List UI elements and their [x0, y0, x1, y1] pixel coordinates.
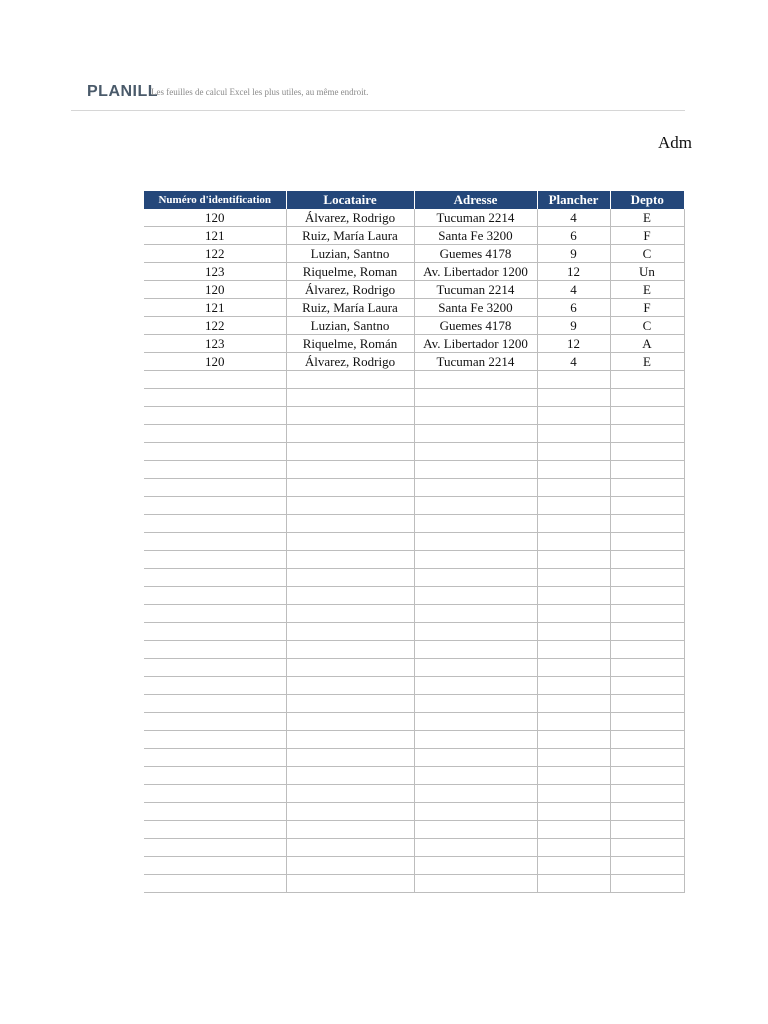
- empty-cell[interactable]: [144, 713, 286, 731]
- empty-cell[interactable]: [286, 371, 414, 389]
- empty-cell[interactable]: [144, 371, 286, 389]
- empty-cell[interactable]: [414, 677, 537, 695]
- empty-cell[interactable]: [144, 605, 286, 623]
- cell-tenant[interactable]: Riquelme, Roman: [286, 263, 414, 281]
- empty-cell[interactable]: [286, 443, 414, 461]
- empty-cell[interactable]: [610, 875, 684, 893]
- empty-cell[interactable]: [144, 479, 286, 497]
- empty-cell[interactable]: [610, 803, 684, 821]
- empty-cell[interactable]: [144, 767, 286, 785]
- empty-table-row: [144, 389, 684, 407]
- empty-cell[interactable]: [537, 497, 610, 515]
- empty-cell[interactable]: [144, 695, 286, 713]
- cell-unit[interactable]: F: [610, 227, 684, 245]
- empty-cell[interactable]: [610, 749, 684, 767]
- empty-table-row: [144, 713, 684, 731]
- empty-cell[interactable]: [610, 461, 684, 479]
- empty-table-row: [144, 461, 684, 479]
- empty-cell[interactable]: [537, 641, 610, 659]
- empty-cell[interactable]: [414, 587, 537, 605]
- empty-cell[interactable]: [610, 731, 684, 749]
- empty-cell[interactable]: [610, 785, 684, 803]
- empty-cell[interactable]: [537, 515, 610, 533]
- empty-cell[interactable]: [414, 767, 537, 785]
- empty-table-row: [144, 533, 684, 551]
- empty-cell[interactable]: [414, 713, 537, 731]
- empty-cell[interactable]: [144, 875, 286, 893]
- cell-unit[interactable]: Un: [610, 263, 684, 281]
- empty-table-row: [144, 569, 684, 587]
- empty-cell[interactable]: [610, 425, 684, 443]
- cell-tenant[interactable]: Luzian, Santno: [286, 245, 414, 263]
- cell-unit[interactable]: C: [610, 245, 684, 263]
- table-body: [144, 209, 684, 893]
- empty-cell[interactable]: [537, 875, 610, 893]
- empty-cell[interactable]: [286, 659, 414, 677]
- empty-cell[interactable]: [414, 785, 537, 803]
- cell-tenant[interactable]: Álvarez, Rodrigo: [286, 281, 414, 299]
- cell-address[interactable]: Av. Libertador 1200: [414, 263, 537, 281]
- empty-cell[interactable]: [286, 407, 414, 425]
- empty-cell[interactable]: [537, 371, 610, 389]
- empty-cell[interactable]: [537, 623, 610, 641]
- empty-cell[interactable]: [144, 461, 286, 479]
- empty-table-row: [144, 407, 684, 425]
- table-row: [144, 263, 684, 281]
- empty-cell[interactable]: [537, 587, 610, 605]
- cell-id[interactable]: 121: [144, 227, 286, 245]
- table-row: [144, 209, 684, 227]
- empty-cell[interactable]: [286, 731, 414, 749]
- cell-tenant[interactable]: Álvarez, Rodrigo: [286, 209, 414, 227]
- empty-cell[interactable]: [537, 839, 610, 857]
- cell-floor[interactable]: 4: [537, 281, 610, 299]
- empty-cell[interactable]: [144, 497, 286, 515]
- empty-cell[interactable]: [414, 569, 537, 587]
- empty-cell[interactable]: [144, 515, 286, 533]
- empty-cell[interactable]: [610, 605, 684, 623]
- empty-cell[interactable]: [286, 551, 414, 569]
- cell-unit[interactable]: C: [610, 317, 684, 335]
- empty-cell[interactable]: [610, 695, 684, 713]
- empty-cell[interactable]: [144, 407, 286, 425]
- cell-address[interactable]: Guemes 4178: [414, 317, 537, 335]
- brand-tagline: Les feuilles de calcul Excel les plus utiles, au même endroit.: [151, 87, 369, 97]
- tenant-table: [144, 191, 685, 893]
- empty-cell[interactable]: [286, 533, 414, 551]
- empty-cell[interactable]: [144, 803, 286, 821]
- empty-cell[interactable]: [286, 803, 414, 821]
- empty-cell[interactable]: [537, 461, 610, 479]
- empty-cell[interactable]: [144, 839, 286, 857]
- empty-cell[interactable]: [144, 425, 286, 443]
- empty-cell[interactable]: [537, 425, 610, 443]
- column-header-unit[interactable]: Depto: [610, 191, 684, 209]
- empty-cell[interactable]: [144, 443, 286, 461]
- empty-cell[interactable]: [610, 641, 684, 659]
- empty-table-row: [144, 839, 684, 857]
- empty-cell[interactable]: [537, 389, 610, 407]
- table-row: [144, 299, 684, 317]
- empty-cell[interactable]: [610, 839, 684, 857]
- cell-floor[interactable]: 6: [537, 227, 610, 245]
- column-header-id[interactable]: Numéro d'identification: [144, 191, 286, 209]
- cell-address[interactable]: Santa Fe 3200: [414, 299, 537, 317]
- cell-id[interactable]: 123: [144, 335, 286, 353]
- column-header-address[interactable]: Adresse: [414, 191, 537, 209]
- table-row: [144, 335, 684, 353]
- empty-cell[interactable]: [286, 857, 414, 875]
- empty-table-row: [144, 623, 684, 641]
- empty-table-row: [144, 731, 684, 749]
- cell-tenant[interactable]: Ruiz, María Laura: [286, 299, 414, 317]
- empty-cell[interactable]: [286, 587, 414, 605]
- empty-cell[interactable]: [414, 623, 537, 641]
- cell-unit[interactable]: F: [610, 299, 684, 317]
- empty-table-row: [144, 479, 684, 497]
- empty-table-row: [144, 587, 684, 605]
- empty-cell[interactable]: [610, 821, 684, 839]
- empty-cell[interactable]: [414, 641, 537, 659]
- empty-cell[interactable]: [610, 479, 684, 497]
- empty-table-row: [144, 425, 684, 443]
- empty-cell[interactable]: [414, 407, 537, 425]
- empty-cell[interactable]: [537, 821, 610, 839]
- empty-cell[interactable]: [537, 857, 610, 875]
- cell-address[interactable]: Guemes 4178: [414, 245, 537, 263]
- table-row: [144, 353, 684, 371]
- brand-header: [71, 80, 685, 111]
- empty-cell[interactable]: [414, 875, 537, 893]
- cell-tenant[interactable]: Ruiz, María Laura: [286, 227, 414, 245]
- empty-cell[interactable]: [144, 857, 286, 875]
- empty-table-row: [144, 749, 684, 767]
- empty-cell[interactable]: [144, 749, 286, 767]
- empty-cell[interactable]: [414, 749, 537, 767]
- cell-tenant[interactable]: Luzian, Santno: [286, 317, 414, 335]
- cell-floor[interactable]: 12: [537, 335, 610, 353]
- empty-cell[interactable]: [414, 461, 537, 479]
- cell-unit[interactable]: E: [610, 281, 684, 299]
- cell-id[interactable]: 120: [144, 281, 286, 299]
- empty-cell[interactable]: [286, 479, 414, 497]
- empty-cell[interactable]: [286, 515, 414, 533]
- empty-cell[interactable]: [286, 461, 414, 479]
- empty-cell[interactable]: [414, 371, 537, 389]
- table-header-row: [144, 191, 684, 209]
- empty-cell[interactable]: [610, 587, 684, 605]
- table-row: [144, 227, 684, 245]
- empty-cell[interactable]: [286, 785, 414, 803]
- empty-cell[interactable]: [537, 803, 610, 821]
- empty-cell[interactable]: [537, 731, 610, 749]
- empty-cell[interactable]: [414, 839, 537, 857]
- empty-cell[interactable]: [286, 749, 414, 767]
- brand-logo: PLANILL: [87, 83, 159, 100]
- empty-cell[interactable]: [144, 389, 286, 407]
- empty-table-row: [144, 767, 684, 785]
- empty-cell[interactable]: [286, 389, 414, 407]
- column-header-tenant[interactable]: Locataire: [286, 191, 414, 209]
- empty-cell[interactable]: [610, 443, 684, 461]
- empty-cell[interactable]: [144, 731, 286, 749]
- cell-address[interactable]: Tucuman 2214: [414, 353, 537, 371]
- empty-table-row: [144, 857, 684, 875]
- empty-table-row: [144, 641, 684, 659]
- empty-cell[interactable]: [610, 767, 684, 785]
- empty-cell[interactable]: [537, 605, 610, 623]
- empty-cell[interactable]: [144, 677, 286, 695]
- empty-cell[interactable]: [610, 407, 684, 425]
- empty-cell[interactable]: [610, 713, 684, 731]
- cell-unit[interactable]: A: [610, 335, 684, 353]
- empty-table-row: [144, 677, 684, 695]
- cell-id[interactable]: 122: [144, 317, 286, 335]
- empty-cell[interactable]: [286, 839, 414, 857]
- empty-cell[interactable]: [537, 443, 610, 461]
- empty-cell[interactable]: [537, 749, 610, 767]
- empty-cell[interactable]: [537, 533, 610, 551]
- empty-table-row: [144, 605, 684, 623]
- cell-id[interactable]: 123: [144, 263, 286, 281]
- empty-cell[interactable]: [286, 641, 414, 659]
- empty-cell[interactable]: [610, 533, 684, 551]
- empty-table-row: [144, 785, 684, 803]
- empty-cell[interactable]: [144, 785, 286, 803]
- empty-cell[interactable]: [414, 605, 537, 623]
- empty-table-row: [144, 551, 684, 569]
- cell-tenant[interactable]: Álvarez, Rodrigo: [286, 353, 414, 371]
- empty-cell[interactable]: [537, 569, 610, 587]
- empty-cell[interactable]: [414, 425, 537, 443]
- empty-cell[interactable]: [144, 659, 286, 677]
- empty-cell[interactable]: [537, 767, 610, 785]
- empty-cell[interactable]: [286, 677, 414, 695]
- empty-cell[interactable]: [610, 659, 684, 677]
- empty-table-row: [144, 803, 684, 821]
- cell-address[interactable]: Santa Fe 3200: [414, 227, 537, 245]
- empty-cell[interactable]: [610, 857, 684, 875]
- empty-cell[interactable]: [414, 551, 537, 569]
- cell-tenant[interactable]: Riquelme, Román: [286, 335, 414, 353]
- empty-cell[interactable]: [144, 641, 286, 659]
- empty-cell[interactable]: [537, 677, 610, 695]
- empty-cell[interactable]: [537, 479, 610, 497]
- empty-cell[interactable]: [414, 857, 537, 875]
- empty-cell[interactable]: [414, 389, 537, 407]
- empty-cell[interactable]: [414, 533, 537, 551]
- sheet-title: Adm: [658, 133, 692, 152]
- empty-cell[interactable]: [414, 695, 537, 713]
- table-row: [144, 245, 684, 263]
- empty-cell[interactable]: [144, 821, 286, 839]
- empty-cell[interactable]: [537, 695, 610, 713]
- empty-cell[interactable]: [414, 479, 537, 497]
- cell-unit[interactable]: E: [610, 209, 684, 227]
- empty-cell[interactable]: [414, 515, 537, 533]
- cell-floor[interactable]: 6: [537, 299, 610, 317]
- empty-cell[interactable]: [610, 569, 684, 587]
- empty-cell[interactable]: [286, 605, 414, 623]
- empty-cell[interactable]: [610, 623, 684, 641]
- cell-address[interactable]: Tucuman 2214: [414, 209, 537, 227]
- empty-cell[interactable]: [414, 659, 537, 677]
- empty-cell[interactable]: [144, 569, 286, 587]
- empty-cell[interactable]: [414, 821, 537, 839]
- cell-id[interactable]: 120: [144, 209, 286, 227]
- empty-cell[interactable]: [286, 713, 414, 731]
- cell-floor[interactable]: 4: [537, 353, 610, 371]
- cell-floor[interactable]: 9: [537, 245, 610, 263]
- empty-cell[interactable]: [414, 497, 537, 515]
- empty-cell[interactable]: [414, 731, 537, 749]
- cell-floor[interactable]: 12: [537, 263, 610, 281]
- empty-cell[interactable]: [610, 371, 684, 389]
- cell-id[interactable]: 120: [144, 353, 286, 371]
- empty-cell[interactable]: [610, 515, 684, 533]
- empty-table-row: [144, 821, 684, 839]
- table-row: [144, 317, 684, 335]
- empty-cell[interactable]: [414, 803, 537, 821]
- empty-cell[interactable]: [144, 587, 286, 605]
- cell-id[interactable]: 121: [144, 299, 286, 317]
- empty-cell[interactable]: [610, 677, 684, 695]
- empty-cell[interactable]: [144, 623, 286, 641]
- empty-table-row: [144, 695, 684, 713]
- empty-cell[interactable]: [610, 389, 684, 407]
- empty-cell[interactable]: [610, 497, 684, 515]
- empty-cell[interactable]: [286, 425, 414, 443]
- empty-table-row: [144, 659, 684, 677]
- cell-address[interactable]: Av. Libertador 1200: [414, 335, 537, 353]
- empty-cell[interactable]: [144, 551, 286, 569]
- empty-cell[interactable]: [414, 443, 537, 461]
- empty-table-row: [144, 371, 684, 389]
- cell-floor[interactable]: 4: [537, 209, 610, 227]
- empty-cell[interactable]: [537, 407, 610, 425]
- empty-table-row: [144, 515, 684, 533]
- cell-floor[interactable]: 9: [537, 317, 610, 335]
- table-row: [144, 281, 684, 299]
- cell-address[interactable]: Tucuman 2214: [414, 281, 537, 299]
- empty-cell[interactable]: [286, 767, 414, 785]
- empty-cell[interactable]: [537, 551, 610, 569]
- empty-table-row: [144, 875, 684, 893]
- empty-cell[interactable]: [144, 533, 286, 551]
- empty-cell[interactable]: [537, 659, 610, 677]
- empty-table-row: [144, 497, 684, 515]
- empty-table-row: [144, 443, 684, 461]
- empty-cell[interactable]: [286, 821, 414, 839]
- empty-cell[interactable]: [286, 569, 414, 587]
- empty-cell[interactable]: [286, 497, 414, 515]
- empty-cell[interactable]: [286, 695, 414, 713]
- empty-cell[interactable]: [537, 785, 610, 803]
- empty-cell[interactable]: [286, 623, 414, 641]
- empty-cell[interactable]: [286, 875, 414, 893]
- cell-unit[interactable]: E: [610, 353, 684, 371]
- column-header-floor[interactable]: Plancher: [537, 191, 610, 209]
- empty-cell[interactable]: [610, 551, 684, 569]
- empty-cell[interactable]: [537, 713, 610, 731]
- cell-id[interactable]: 122: [144, 245, 286, 263]
